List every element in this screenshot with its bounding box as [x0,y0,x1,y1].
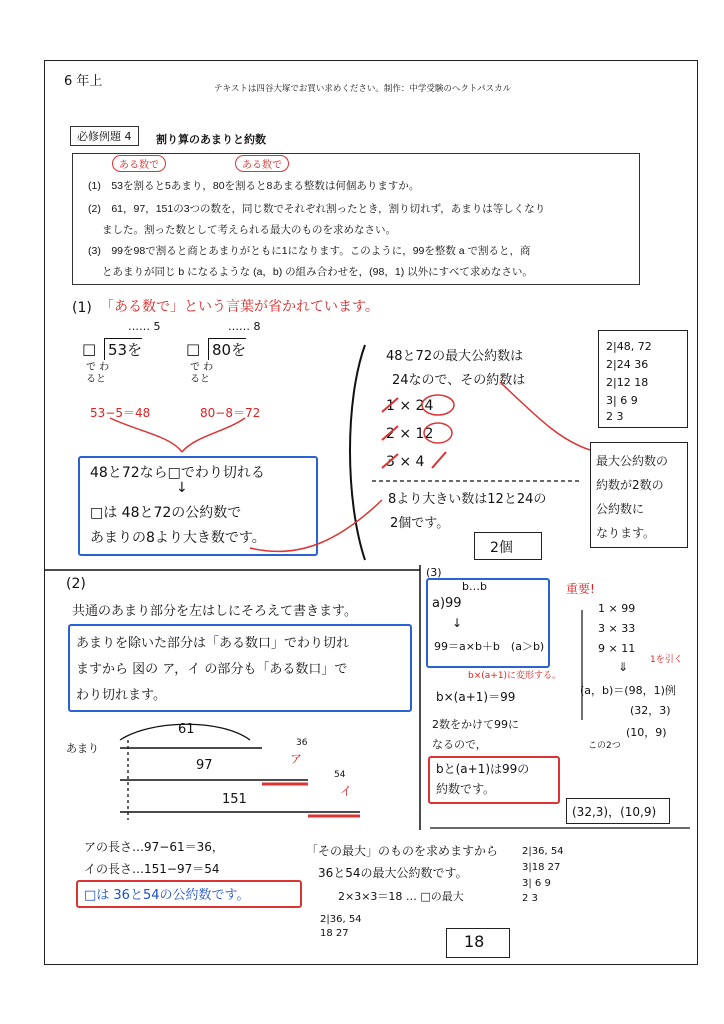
key-fact: □は 36と54の公約数です。 [84,888,250,903]
side-note-1: 最大公約数の [596,454,669,468]
part3-heading: (3) [426,566,442,579]
hint-1: ある数で [112,155,166,172]
ladder-1-row-3: 2|12 18 [606,376,649,389]
part3-equation: 99＝a×b＋b (a＞b) [434,640,545,653]
section-divider-curve [350,345,365,560]
division-2-dividend: 80を [208,338,246,360]
strike-3 [382,454,398,468]
ladder-1-row-5: 2 3 [606,410,624,423]
factor-pair-2: 3 × 33 [598,622,636,635]
question-1: (1) 53を割ると5あまり，80を割ると8あまる整数は何個ありますか。 [88,180,420,192]
side-note-4: なります。 [596,526,656,540]
part1-note: 「ある数で」という言葉が省かれています。 [100,299,379,315]
source-notice: テキストは四谷大塚でお買い求めください。制作：中学受験のヘクトパスカル [214,83,512,93]
part3-text-1: 2数をかけて99に [432,718,519,731]
answer-3: (32,3)，(10,9) [572,805,657,819]
factor-pair-3: 9 × 11 [598,642,636,655]
key-arrow: ↓ [176,480,188,496]
down-arrow: ⇓ [618,660,629,674]
part2-heading: (2) [66,576,86,592]
value-36: 36 [296,738,308,748]
part2-line-1: 共通のあまり部分を左はしにそろえて書きます。 [72,604,357,619]
value-54: 54 [334,770,346,780]
segment-61-label: 61 [178,722,195,737]
important-mark: 重要! [566,582,595,596]
key-line-2: □は 48と72の公約数で [90,505,242,521]
strike-2 [382,426,398,440]
divisor-pair-2: 2 × 12 [386,426,434,442]
problem-title: 割り算のあまりと約数 [156,133,266,146]
max-line-1: 「その最大」のものを求めますから [306,844,499,858]
ladder-2-row-1: 2|36, 54 [522,846,564,857]
bracket-61 [120,724,250,740]
part-a-label: ア [290,752,303,766]
merge-arrow [110,418,245,452]
grade-label: 6 年上 [64,74,103,89]
answer-2: 18 [464,932,485,951]
part3-arrow: ↓ [452,616,463,630]
ladder-2-row-3: 3| 6 9 [522,878,551,889]
key-line-1: 48と72なら□でわり切れる [90,465,265,481]
conclusion-line-1: 8より大きい数は12と24の [388,492,547,507]
part2-blue-1: あまりを除いた部分は「ある数口」でわり切れ [76,636,350,651]
remainder-label: あまり [66,742,99,755]
part3-text-3: bと(a+1)は99の [436,762,530,776]
part-i-label: イ [340,784,353,798]
subtraction-1: 53−5＝48 [90,406,151,420]
hint-2: ある数で [235,155,289,172]
ladder-2-row-2: 3|18 27 [522,862,561,873]
subtraction-2: 80−8＝72 [200,406,261,420]
circle-12 [424,423,452,443]
minus-one-note: 1を引く [650,655,683,665]
ab-pairs: (a，b)＝(98，1)例 [580,684,676,697]
division-1-remainder: …… 5 [128,320,161,333]
max-line-2: 36と54の最大公約数です。 [318,866,468,880]
question-3-line-1: (3) 99を98で割ると商とあまりがともに1になります。このように，99を整数 a で割ると，商 [88,245,531,257]
divisor-pair-1: 1 × 24 [386,398,434,414]
division-1-blank: □ [82,340,97,358]
division-2-blank: □ [186,340,201,358]
small-ladder-1: 2|36, 54 [320,914,362,925]
part3-equation-2: b×(a+1)＝99 [436,690,516,704]
part1-heading: (1) [72,300,92,316]
strike-1 [382,398,398,412]
division-2-caption: で わると [190,362,214,385]
conclusion-line-2: 2個です。 [390,516,450,531]
deform-note: b×(a+1)に変形する。 [468,671,562,681]
division-1-caption: で わると [86,362,110,385]
part3-text-4: 約数です。 [436,782,496,796]
problem-label: 必修例題 4 [70,126,139,146]
part3-division: a)99 [432,596,462,611]
question-2-line-1: (2) 61，97，151の3つの数を，同じ数でそれぞれ割ったとき，割り切れず，あまりは等しくなり [88,203,546,215]
ladder-1-row-1: 2|48, 72 [606,340,652,353]
link-arrow-2 [500,382,590,450]
ladder-1-row-4: 3| 6 9 [606,394,638,407]
part2-blue-3: わり切れます。 [76,688,166,703]
strike-4 [432,452,446,468]
segment-97-label: 97 [196,758,213,773]
segment-151-label: 151 [222,792,247,807]
division-1-dividend: 53を [104,338,142,360]
part3-text-2: なるので， [432,738,487,751]
small-ladder-2: 18 27 [320,928,349,939]
question-3-line-2: とあまりが同じ b になるような (a，b) の組み合わせを，(98，1) 以外にすべて求めなさい。 [102,266,533,278]
link-arrow-1 [250,500,382,551]
max-calc: 2×3×3＝18 … □の最大 [338,890,464,903]
length-i: イの長さ…151−97＝54 [84,862,220,876]
divisor-pair-3: 3 × 4 [386,454,425,470]
result-1: (32，3) [630,704,671,717]
gcd-line-2: 24なので、その約数は [392,373,526,388]
division-2-remainder: …… 8 [228,320,261,333]
ladder-1-row-2: 2|24 36 [606,358,649,371]
gcd-line-1: 48と72の最大公約数は [386,349,524,364]
answer-1: 2個 [490,540,513,556]
length-a: アの長さ…97−61＝36， [84,840,224,854]
question-2-line-2: ました。割った数として考えられる最大のものを求めなさい。 [102,224,396,236]
ladder-2-row-4: 2 3 [522,893,538,904]
other-two-note: この2つ [588,741,621,751]
part2-blue-2: ますから 図の ア，イ の部分も「ある数口」で [76,662,348,677]
side-note-2: 約数が2数の [596,478,664,492]
part3-quotient: b…b [462,580,487,593]
factor-pair-1: 1 × 99 [598,602,636,615]
side-note-3: 公約数に [596,502,645,516]
result-2: (10，9) [626,726,667,739]
circle-24 [422,395,454,415]
key-line-3: あまりの8より大き数です。 [90,530,266,546]
